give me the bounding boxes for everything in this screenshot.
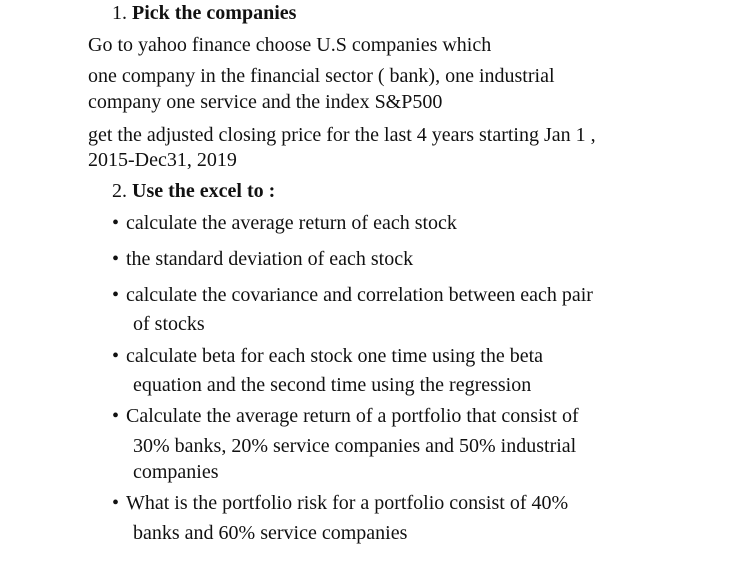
- bullet-item-continued: of stocks: [133, 313, 205, 335]
- paragraph-line: get the adjusted closing price for the last 4 years starting Jan 1 ,: [88, 124, 596, 146]
- bullet-icon: •: [112, 284, 120, 306]
- section2-title: Use the excel to :: [132, 180, 276, 202]
- bullet-item-continued: 30% banks, 20% service companies and 50% industrial: [133, 435, 577, 457]
- section1-number: 1.: [112, 2, 127, 24]
- bullet-item-continued: companies: [133, 461, 219, 483]
- bullet-item: calculate the average return of each stock: [126, 212, 457, 234]
- bullet-icon: •: [112, 212, 120, 234]
- bullet-item: calculate beta for each stock one time using the beta: [126, 345, 544, 367]
- bullet-icon: •: [112, 248, 120, 270]
- bullet-icon: •: [112, 492, 120, 514]
- bullet-item: the standard deviation of each stock: [126, 248, 414, 270]
- section1-title: Pick the companies: [132, 2, 297, 24]
- bullet-icon: •: [112, 405, 120, 427]
- bullet-item: Calculate the average return of a portfolio that consist of: [126, 405, 579, 427]
- bullet-item-continued: banks and 60% service companies: [133, 522, 408, 544]
- paragraph-line: 2015-Dec31, 2019: [88, 149, 237, 171]
- bullet-item: What is the portfolio risk for a portfolio consist of 40%: [126, 492, 569, 514]
- bullet-icon: •: [112, 345, 120, 367]
- bullet-item: calculate the covariance and correlation between each pair: [126, 284, 593, 306]
- section2-number: 2.: [112, 180, 127, 202]
- bullet-item-continued: equation and the second time using the regression: [133, 374, 532, 396]
- paragraph-line: one company in the financial sector ( bank), one industrial: [88, 65, 555, 87]
- section2-heading: [112, 179, 275, 203]
- section1-heading: [112, 1, 296, 25]
- paragraph-line: company one service and the index S&P500: [88, 91, 443, 113]
- paragraph-line: Go to yahoo finance choose U.S companies which: [88, 34, 492, 56]
